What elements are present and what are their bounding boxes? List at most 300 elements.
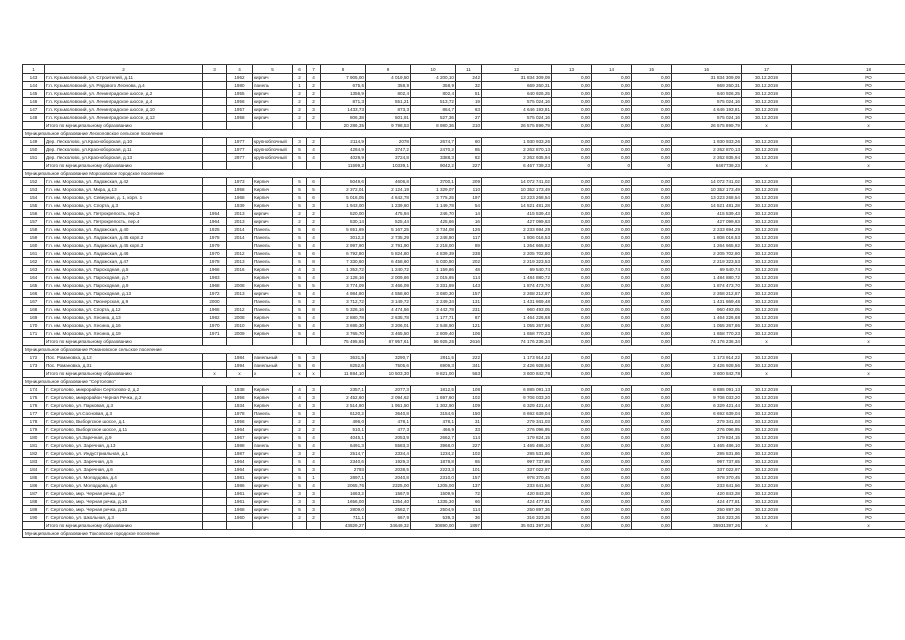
table-cell: 1 173 914,22 — [672, 354, 742, 362]
table-cell — [203, 514, 227, 522]
table-cell: Пос. Романовка, д.12 — [45, 354, 203, 362]
table-cell: 316 323,26 — [482, 514, 552, 522]
table-cell: кирпич — [253, 466, 293, 474]
table-cell: 5 — [293, 458, 307, 466]
table-cell: 7 905,00 — [321, 74, 366, 82]
table-cell: 3 — [307, 402, 321, 410]
table-cell: Г. Сертолово, мкр. Черная речка, д.33 — [45, 506, 203, 514]
table-cell: 3 442,78 — [411, 306, 456, 314]
table-cell: 1965 — [203, 306, 227, 314]
table-cell: 26 575 899,79 — [482, 122, 552, 130]
table-cell: 2 426 928,56 — [482, 362, 552, 370]
table-cell: 0,00 — [552, 234, 592, 242]
table-cell: 2 426 928,56 — [672, 362, 742, 370]
table-cell: 0,00 — [592, 490, 632, 498]
table-cell: 6 885 091,13 — [482, 386, 552, 394]
table-cell: 2 — [307, 298, 321, 306]
table-cell: 1 431 869,48 — [482, 298, 552, 306]
table-cell: 0,00 — [632, 282, 672, 290]
table-cell: 0,00 — [632, 490, 672, 498]
table-cell: 4 — [307, 290, 321, 298]
table-cell — [203, 74, 227, 82]
table-cell: 3 — [293, 138, 307, 146]
table-cell: 4 — [307, 234, 321, 242]
table-cell: Кирпич — [253, 202, 293, 210]
table-cell: 166 — [23, 290, 45, 298]
table-cell: 1971 — [203, 330, 227, 338]
table-cell: 0,00 — [632, 298, 672, 306]
table-cell: 173 — [23, 362, 45, 370]
table-cell: 1 431 869,48 — [672, 298, 742, 306]
table-cell: 3 — [293, 490, 307, 498]
table-cell: 10 — [411, 65, 456, 74]
table-cell: 56 925,26 — [411, 338, 456, 346]
table-cell: 5 326,16 — [321, 306, 366, 314]
table-cell: кирпич — [253, 474, 293, 482]
table-cell: РО — [792, 266, 905, 274]
table-cell: 4 — [307, 482, 321, 490]
table-cell: 157 — [23, 218, 45, 226]
table-cell: 35 931 397,26 — [482, 522, 552, 530]
table-cell — [23, 522, 45, 530]
table-cell: 3 — [307, 202, 321, 210]
table-cell: 1964 — [227, 458, 253, 466]
table-cell: кирпич — [253, 418, 293, 426]
table-cell: Г.п. им. Морозова, ул. Хесина, д.16 — [45, 322, 203, 330]
table-cell: 0,00 — [592, 394, 632, 402]
table-cell: 5 — [293, 482, 307, 490]
table-cell: Г.п. им. Морозова, ул. Ладожская, д.46 — [45, 250, 203, 258]
table-row — [23, 106, 905, 114]
table-cell: 30.12.2019 — [742, 434, 792, 442]
table-cell: Г.п. им. Морозова, ул. Ладожская, д.45 корп.2 — [45, 234, 203, 242]
table-cell: 5 — [293, 362, 307, 370]
table-cell: 575 024,16 — [672, 114, 742, 122]
table-cell: 36 — [456, 514, 482, 522]
table-cell: РО — [792, 490, 905, 498]
table-cell: 0,00 — [552, 434, 592, 442]
table-cell: Г. Сертолово, ул. Молодцова, д.6 — [45, 482, 203, 490]
table-row — [23, 282, 905, 290]
table-cell: 160 — [23, 242, 45, 250]
table-cell: 0,00 — [592, 506, 632, 514]
table-cell: 0,00 — [592, 194, 632, 202]
table-cell: 337 022,97 — [672, 466, 742, 474]
table-cell: 110 — [456, 186, 482, 194]
table-cell: 146 — [23, 98, 45, 106]
table-cell — [307, 122, 321, 130]
table-cell: 1 464 226,68 — [672, 314, 742, 322]
table-cell: 114 — [456, 506, 482, 514]
table-cell: 2 — [293, 90, 307, 98]
table-cell: 0,00 — [632, 250, 672, 258]
table-cell: 4 — [307, 458, 321, 466]
table-cell: РО — [792, 194, 905, 202]
table-cell: 0,00 — [552, 90, 592, 98]
table-cell: 1 697,60 — [411, 394, 456, 402]
table-row — [23, 290, 905, 298]
table-cell: 3631,5 — [321, 354, 366, 362]
table-cell: 1 — [307, 474, 321, 482]
table-cell: 1 806 016,53 — [672, 234, 742, 242]
table-cell: 2 — [293, 218, 307, 226]
table-cell: 0,00 — [552, 106, 592, 114]
table-cell: 117 — [456, 234, 482, 242]
table-cell: 30.12.2019 — [742, 306, 792, 314]
table-row — [23, 266, 905, 274]
table-row — [23, 98, 905, 106]
table-cell: 0,00 — [592, 426, 632, 434]
table-cell: 2325,00 — [366, 482, 411, 490]
table-cell: 10 352 173,49 — [482, 186, 552, 194]
table-cell: х — [792, 370, 905, 378]
table-cell: 157 — [456, 290, 482, 298]
table-cell: 0,00 — [552, 242, 592, 250]
table-cell — [293, 522, 307, 530]
table-cell: 2616 — [456, 338, 482, 346]
table-cell: 3 600 842,78 — [672, 370, 742, 378]
municipality-total-row — [23, 522, 905, 530]
table-cell: РО — [792, 506, 905, 514]
table-cell: 2 — [307, 450, 321, 458]
table-row — [23, 298, 905, 306]
table-cell: 1 464 226,68 — [482, 314, 552, 322]
table-cell: 4 839,39 — [411, 250, 456, 258]
table-cell: х — [792, 122, 905, 130]
table-cell: 137 — [456, 482, 482, 490]
table-cell — [203, 442, 227, 450]
table-cell: РО — [792, 418, 905, 426]
table-cell: 341 — [456, 362, 482, 370]
table-cell: РО — [792, 434, 905, 442]
table-cell: 30.12.2019 — [742, 266, 792, 274]
table-cell: 2 — [293, 514, 307, 522]
table-cell: 0,00 — [552, 370, 592, 378]
table-cell: 496,0 — [321, 418, 366, 426]
table-cell: 3 206,01 — [366, 322, 411, 330]
table-cell: 14 — [592, 65, 632, 74]
table-cell: 2010 — [227, 322, 253, 330]
table-cell: РО — [792, 226, 905, 234]
table-cell: Кирпич — [253, 386, 293, 394]
table-cell: 30.12.2019 — [742, 258, 792, 266]
table-cell: 0,00 — [552, 514, 592, 522]
table-cell: Г.п. им. Морозова, ул. Северная, д. 1, корп. 1 — [45, 194, 203, 202]
table-cell: 63 — [456, 106, 482, 114]
municipality-total-row — [23, 338, 905, 346]
table-cell — [203, 338, 227, 346]
housing-register-table — [22, 64, 905, 538]
table-cell: 30.12.2019 — [742, 314, 792, 322]
table-cell: 131 — [456, 298, 482, 306]
table-row — [23, 506, 905, 514]
table-cell: 2 262 935,94 — [482, 154, 552, 162]
table-cell: 2016 — [227, 266, 253, 274]
table-cell: 0,00 — [592, 514, 632, 522]
table-cell: 0,00 — [632, 106, 672, 114]
table-cell: РО — [792, 450, 905, 458]
table-cell: 1964 — [227, 426, 253, 434]
table-cell: 2310,0 — [411, 474, 456, 482]
table-cell: панель — [253, 442, 293, 450]
table-cell: 30.12.2019 — [742, 186, 792, 194]
table-cell: Г. Сертолово, ул. Молодцова, д.4 — [45, 474, 203, 482]
table-cell: 0,00 — [552, 186, 592, 194]
table-cell: 871,3 — [321, 98, 366, 106]
table-cell: 177 — [23, 410, 45, 418]
table-cell: Кирпич — [253, 178, 293, 186]
table-cell: 2 — [45, 65, 203, 74]
table-cell: 1 149,78 — [411, 202, 456, 210]
table-cell: 0 — [552, 162, 592, 170]
table-cell: х — [253, 370, 293, 378]
table-cell: 1978 — [203, 258, 227, 266]
table-cell: 30.12.2019 — [742, 74, 792, 82]
municipality-header-row — [23, 530, 905, 538]
table-cell: 189 — [23, 506, 45, 514]
table-cell: 5 — [293, 154, 307, 162]
table-cell: 0,00 — [592, 266, 632, 274]
table-cell: 1 943,00 — [321, 202, 366, 210]
table-cell: 175 — [23, 394, 45, 402]
table-cell: Г. Сертолово, ул.Сосновая, д.3 — [45, 410, 203, 418]
table-cell: 960 493,05 — [672, 306, 742, 314]
table-cell: 279 341,03 — [672, 418, 742, 426]
table-cell: 415 539,43 — [672, 210, 742, 218]
table-cell: 6 885 091,13 — [672, 386, 742, 394]
table-row — [23, 426, 905, 434]
table-cell: 0,00 — [552, 330, 592, 338]
table-cell: 525,44 — [366, 218, 411, 226]
table-cell: 85 — [456, 146, 482, 154]
table-cell: 179 824,15 — [482, 434, 552, 442]
table-cell: 1 951,50 — [366, 402, 411, 410]
table-cell: 4 — [307, 74, 321, 82]
table-cell: 3 734,08 — [411, 226, 456, 234]
table-cell: 13 — [552, 65, 592, 74]
table-cell: 3 — [307, 506, 321, 514]
table-cell: 2 — [307, 98, 321, 106]
table-cell: 4 — [307, 242, 321, 250]
table-cell: 1984 — [227, 354, 253, 362]
table-cell: 30.12.2019 — [742, 330, 792, 338]
table-cell: 5 — [293, 506, 307, 514]
table-cell: 34649,32 — [366, 522, 411, 530]
table-cell: 1 239,60 — [366, 202, 411, 210]
table-cell: 5 — [293, 186, 307, 194]
table-row — [23, 146, 905, 154]
table-cell: 1 055 267,86 — [672, 322, 742, 330]
table-cell: 197 — [456, 194, 482, 202]
table-cell — [227, 242, 253, 250]
table-cell: 30.12.2019 — [742, 154, 792, 162]
table-cell: 425,66 — [411, 218, 456, 226]
table-cell: 3 466,09 — [366, 282, 411, 290]
table-cell: 520,00 — [321, 210, 366, 218]
table-cell — [203, 506, 227, 514]
table-cell: 3 — [307, 490, 321, 498]
table-cell: 2013 — [227, 218, 253, 226]
table-cell: 0,00 — [632, 522, 672, 530]
table-cell: Г.п. им. Морозова, ул. Петрокрепость, пер.3 — [45, 210, 203, 218]
table-cell: 32 — [456, 82, 482, 90]
table-cell: 475,94 — [366, 210, 411, 218]
table-cell: Г. Сертолово, ул. Парковая, д.3 — [45, 402, 203, 410]
table-cell: 0,00 — [552, 218, 592, 226]
table-cell: 11 884,10 — [321, 370, 366, 378]
table-cell: 54 — [456, 202, 482, 210]
table-cell: 30.12.2019 — [742, 402, 792, 410]
table-cell: РО — [792, 482, 905, 490]
table-cell: 0,00 — [552, 74, 592, 82]
table-cell: 337 022,97 — [482, 466, 552, 474]
table-cell: 30.12.2019 — [742, 218, 792, 226]
table-cell: 1509,9 — [411, 490, 456, 498]
table-cell — [203, 162, 227, 170]
table-cell: 2 735,29 — [366, 234, 411, 242]
table-cell: 1 240,72 — [366, 266, 411, 274]
table-cell: 30.12.2019 — [742, 394, 792, 402]
table-cell: 4 646 193,81 — [482, 106, 552, 114]
table-row — [23, 114, 905, 122]
table-cell: Г. Сертолово, мкр. Черная речка, д.7 — [45, 490, 203, 498]
table-cell: РО — [792, 466, 905, 474]
table-cell: 2674,7 — [411, 138, 456, 146]
table-cell: 2 128,16 — [321, 274, 366, 282]
table-cell: 2 — [307, 426, 321, 434]
table-cell: 0,00 — [592, 82, 632, 90]
table-cell: 30.12.2019 — [742, 234, 792, 242]
table-cell: 5 — [293, 178, 307, 186]
table-cell: 9042,2 — [411, 162, 456, 170]
table-cell: 478,1 — [411, 418, 456, 426]
municipality-name: Муниципальное образование Романовское сельское поселение — [23, 346, 905, 354]
table-cell: 9 — [366, 65, 411, 74]
table-cell: 2014 — [227, 226, 253, 234]
municipality-name: Муниципальное образование Лесколовское сельское поселение — [23, 130, 905, 138]
table-row — [23, 218, 905, 226]
table-cell: 0,00 — [592, 202, 632, 210]
table-cell: 2 — [293, 106, 307, 114]
table-cell: 171 — [23, 330, 45, 338]
table-cell: Г.п. им. Морозова, ул. Ладожская, д.42 — [45, 178, 203, 186]
table-cell: 1 484 880,72 — [672, 274, 742, 282]
table-cell: 0,00 — [592, 210, 632, 218]
table-cell: 0,00 — [632, 266, 672, 274]
table-cell — [203, 434, 227, 442]
table-row — [23, 210, 905, 218]
table-cell: РО — [792, 330, 905, 338]
table-cell: 1335,30 — [411, 498, 456, 506]
table-cell: 2 635,78 — [366, 314, 411, 322]
table-cell: 10 503,30 — [366, 370, 411, 378]
table-cell: 4 — [293, 266, 307, 274]
table-cell — [203, 394, 227, 402]
table-cell: 0,00 — [552, 282, 592, 290]
table-cell: 2 218,00 — [411, 242, 456, 250]
table-cell: 30.12.2019 — [742, 298, 792, 306]
table-cell: Г.п. Кузьмоловский, ул. Ленинградское шоссе, д.12 — [45, 114, 203, 122]
table-cell: РО — [792, 442, 905, 450]
table-row — [23, 434, 905, 442]
table-cell: 0,00 — [552, 450, 592, 458]
table-cell: х — [307, 370, 321, 378]
table-cell: 2 — [307, 514, 321, 522]
table-cell: Кирпич — [253, 322, 293, 330]
table-cell: 5 — [293, 234, 307, 242]
table-cell: 1 — [293, 82, 307, 90]
table-cell: 126 — [456, 226, 482, 234]
table-cell: 149 — [23, 138, 45, 146]
table-cell: 30.12.2019 — [742, 466, 792, 474]
table-cell: 67 957,61 — [366, 338, 411, 346]
table-cell: 1972 — [203, 290, 227, 298]
table-cell: 1 874 473,70 — [672, 282, 742, 290]
table-cell: 5 — [293, 282, 307, 290]
table-cell: 2040,8 — [366, 474, 411, 482]
table-cell: 15 — [632, 65, 672, 74]
table-cell: 7 330,60 — [321, 258, 366, 266]
table-cell — [307, 162, 321, 170]
table-cell: 0,00 — [632, 370, 672, 378]
table-cell — [203, 82, 227, 90]
table-cell: крупноблочный — [253, 138, 293, 146]
table-cell: 1 484 880,72 — [482, 274, 552, 282]
table-row — [23, 410, 905, 418]
table-cell: 3 — [307, 410, 321, 418]
table-cell: 72 — [456, 490, 482, 498]
table-cell: РО — [792, 210, 905, 218]
table-cell: 276 096,95 — [482, 426, 552, 434]
table-cell: 242 — [456, 74, 482, 82]
table-cell: 2 — [293, 210, 307, 218]
table-cell: 3 149,72 — [366, 298, 411, 306]
table-cell: Г.п. им. Морозова, ул. Спорта, д.3 — [45, 202, 203, 210]
table-cell: Г. Сертолово, микрорайон Черная Речка, д.2 — [45, 394, 203, 402]
table-cell: 227 — [456, 162, 482, 170]
table-cell — [227, 162, 253, 170]
table-cell: 30.12.2019 — [742, 322, 792, 330]
table-cell: 30890,00 — [411, 522, 456, 530]
table-cell: РО — [792, 202, 905, 210]
table-row — [23, 490, 905, 498]
table-cell: 0,00 — [592, 178, 632, 186]
table-cell: 1988 — [227, 442, 253, 450]
table-cell: 153 — [23, 186, 45, 194]
table-cell: 0,00 — [552, 522, 592, 530]
table-cell: Г.п. им. Морозова, ул. Ладожская, д.45 корп.3 — [45, 242, 203, 250]
table-cell: 5 — [293, 258, 307, 266]
table-cell: 2 — [307, 418, 321, 426]
table-cell: 5 — [293, 298, 307, 306]
table-row — [23, 498, 905, 506]
table-cell: 0,00 — [632, 90, 672, 98]
table-cell — [23, 162, 45, 170]
table-cell: 30.12.2019 — [742, 250, 792, 258]
table-cell: 30.12.2019 — [742, 354, 792, 362]
table-cell — [203, 466, 227, 474]
table-cell: 0,00 — [592, 498, 632, 506]
table-cell: 2 205 702,80 — [482, 250, 552, 258]
table-cell: 477,3 — [366, 426, 411, 434]
table-cell: 5 — [293, 250, 307, 258]
table-cell: 2897,1 — [321, 474, 366, 482]
table-cell: 0,00 — [632, 290, 672, 298]
table-cell: 35931397,26 — [672, 522, 742, 530]
table-cell: 30.12.2019 — [742, 362, 792, 370]
table-cell: 0,00 — [632, 314, 672, 322]
table-cell: 2 — [293, 74, 307, 82]
